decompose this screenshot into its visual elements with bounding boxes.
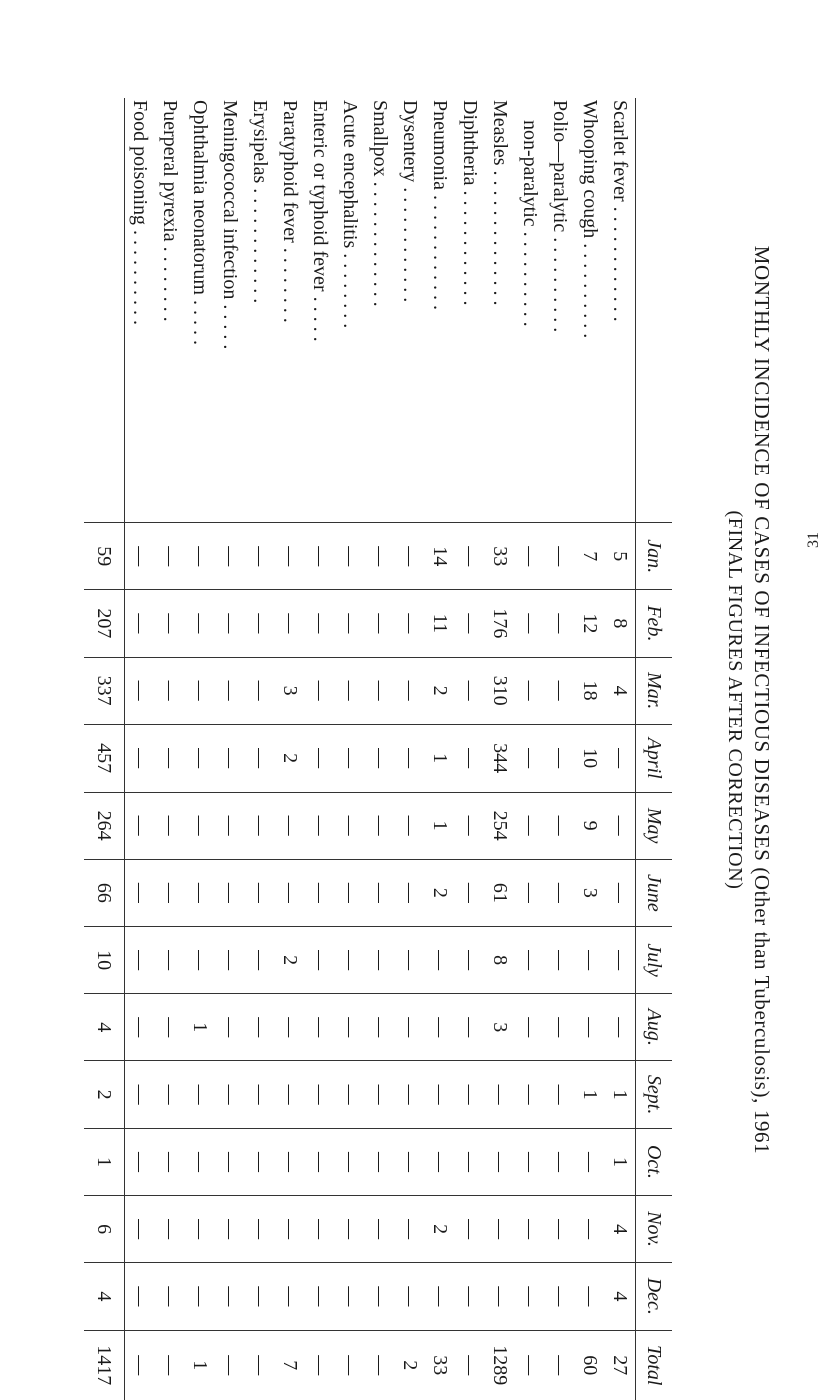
value-cell: —	[365, 994, 395, 1061]
table-row	[335, 98, 365, 1400]
disease-name: Erysipelas . . . . . . . . . . . .	[245, 98, 275, 523]
value-cell: —	[125, 994, 156, 1061]
value-cell: —	[155, 1263, 185, 1330]
value-cell: —	[305, 927, 335, 994]
row-total-cell: —	[159, 1355, 182, 1376]
table-row	[425, 98, 455, 1400]
total-cell: 59	[84, 523, 125, 590]
value-cell: —	[215, 859, 245, 926]
table-row	[605, 98, 636, 1400]
value-cell: —	[545, 1195, 575, 1262]
value-cell: —	[455, 792, 485, 859]
total-cell: 337	[84, 657, 125, 724]
value-cell: —	[455, 724, 485, 792]
value-cell: —	[485, 1128, 515, 1195]
value-cell: —	[455, 1128, 485, 1195]
disease-name: Ophthalmia neonatorum . . . . .	[185, 98, 215, 523]
value-cell: —	[185, 1195, 215, 1262]
row-total-cell: 1289	[489, 1345, 512, 1386]
value-cell: —	[155, 590, 185, 657]
value-cell: —	[125, 927, 156, 994]
value-cell: —	[185, 657, 215, 724]
value-cell: —	[335, 859, 365, 926]
value-cell: —	[305, 1263, 335, 1330]
value-cell: —	[515, 994, 545, 1061]
value-cell: —	[305, 1195, 335, 1262]
disease-column-header	[636, 98, 673, 523]
col-header-sept: Sept.	[636, 1061, 673, 1129]
col-header-total: Total	[636, 1330, 673, 1400]
totals-row	[84, 98, 125, 1400]
row-total-cell: —	[249, 1355, 272, 1376]
value-cell: —	[245, 657, 275, 724]
value-cell: —	[215, 724, 245, 792]
value-cell: 33	[485, 523, 515, 590]
value-cell: 61	[485, 859, 515, 926]
value-cell: —	[395, 1128, 425, 1195]
value-cell: —	[545, 994, 575, 1061]
value-cell: —	[215, 927, 245, 994]
value-cell: —	[335, 590, 365, 657]
value-cell: —	[275, 859, 305, 926]
value-cell: —	[365, 724, 395, 792]
value-cell: —	[545, 590, 575, 657]
value-cell: —	[125, 792, 156, 859]
row-total-cell: —	[339, 1355, 362, 1376]
value-cell: 254	[485, 792, 515, 859]
total-cell: 264	[84, 792, 125, 859]
disease-name: Paratyphoid fever . . . . . . . .	[275, 98, 305, 523]
table-row	[275, 98, 305, 1400]
value-cell: —	[155, 1128, 185, 1195]
col-header-june: June	[636, 859, 673, 926]
value-cell: —	[455, 994, 485, 1061]
value-cell: —	[305, 724, 335, 792]
value-cell: —	[215, 1061, 245, 1129]
col-header-feb: Feb.	[636, 590, 673, 657]
value-cell: —	[215, 792, 245, 859]
value-cell: —	[545, 657, 575, 724]
value-cell: —	[185, 792, 215, 859]
value-cell: —	[125, 590, 156, 657]
value-cell: —	[335, 927, 365, 994]
value-cell: —	[485, 1061, 515, 1129]
table-body	[125, 98, 636, 1400]
value-cell: —	[245, 590, 275, 657]
table-row	[155, 98, 185, 1400]
row-total-cell: —	[369, 1355, 392, 1376]
value-cell: —	[515, 792, 545, 859]
value-cell: —	[215, 1128, 245, 1195]
table-title: MONTHLY INCIDENCE OF CASES OF INFECTIOUS DISEASES (Other than Tuberculosis), 1961	[750, 245, 774, 1155]
value-cell: 2	[425, 657, 455, 724]
value-cell: —	[155, 792, 185, 859]
value-cell: —	[305, 523, 335, 590]
value-cell: —	[485, 1195, 515, 1262]
value-cell: 4	[605, 1263, 636, 1330]
value-cell: —	[605, 994, 636, 1061]
value-cell: —	[275, 792, 305, 859]
col-header-dec: Dec.	[636, 1263, 673, 1330]
value-cell: —	[365, 1061, 395, 1129]
value-cell: —	[545, 1128, 575, 1195]
value-cell: —	[575, 1128, 605, 1195]
total-cell: 4	[84, 1263, 125, 1330]
value-cell: —	[125, 657, 156, 724]
value-cell: —	[245, 994, 275, 1061]
value-cell: 18	[575, 657, 605, 724]
value-cell: —	[245, 1061, 275, 1129]
value-cell: 7	[575, 523, 605, 590]
value-cell: —	[365, 1263, 395, 1330]
value-cell: 1	[185, 994, 215, 1061]
table-row	[485, 98, 515, 1400]
value-cell: —	[125, 1195, 156, 1262]
table-row	[185, 98, 215, 1400]
table-row	[515, 98, 545, 1400]
value-cell: 2	[425, 859, 455, 926]
value-cell: —	[245, 927, 275, 994]
value-cell: —	[545, 792, 575, 859]
value-cell: 310	[485, 657, 515, 724]
col-header-nov: Nov.	[636, 1195, 673, 1262]
value-cell: —	[425, 927, 455, 994]
value-cell: —	[455, 590, 485, 657]
value-cell: —	[545, 859, 575, 926]
value-cell: 1	[605, 1128, 636, 1195]
value-cell: —	[185, 1128, 215, 1195]
value-cell: —	[155, 859, 185, 926]
value-cell: 2	[425, 1195, 455, 1262]
value-cell: —	[305, 859, 335, 926]
value-cell: —	[575, 1195, 605, 1262]
value-cell: —	[515, 1128, 545, 1195]
table-row	[305, 98, 335, 1400]
value-cell: —	[455, 1061, 485, 1129]
value-cell: 11	[425, 590, 455, 657]
col-header-aug: Aug.	[636, 994, 673, 1061]
disease-name: Measles . . . . . . . . . . . . . .	[485, 98, 515, 523]
value-cell: —	[365, 1195, 395, 1262]
total-cell: 1	[84, 1128, 125, 1195]
value-cell: —	[155, 657, 185, 724]
value-cell: 3	[575, 859, 605, 926]
value-cell: —	[245, 1128, 275, 1195]
value-cell: —	[395, 1195, 425, 1262]
total-cell: 2	[84, 1061, 125, 1129]
value-cell: —	[515, 1061, 545, 1129]
disease-name: Scarlet fever . . . . . . . . . . . .	[605, 98, 636, 523]
row-total-cell: 60	[579, 1355, 602, 1376]
table-row	[365, 98, 395, 1400]
value-cell: —	[575, 927, 605, 994]
table-row	[575, 98, 605, 1400]
value-cell: 8	[605, 590, 636, 657]
value-cell: —	[335, 792, 365, 859]
value-cell: —	[215, 994, 245, 1061]
value-cell: —	[365, 657, 395, 724]
value-cell: —	[515, 523, 545, 590]
value-cell: —	[455, 1263, 485, 1330]
value-cell: —	[365, 792, 395, 859]
row-total-cell: —	[549, 1355, 572, 1376]
value-cell: —	[245, 523, 275, 590]
value-cell: —	[155, 994, 185, 1061]
value-cell: —	[335, 523, 365, 590]
value-cell: —	[215, 590, 245, 657]
value-cell: —	[125, 523, 156, 590]
value-cell: —	[245, 1263, 275, 1330]
value-cell: —	[425, 994, 455, 1061]
row-total-cell: —	[219, 1355, 242, 1376]
value-cell: —	[305, 590, 335, 657]
value-cell: —	[125, 724, 156, 792]
disease-name: Smallpox . . . . . . . . . . . . .	[365, 98, 395, 523]
value-cell: 1	[425, 724, 455, 792]
value-cell: —	[605, 927, 636, 994]
value-cell: —	[605, 859, 636, 926]
value-cell: —	[455, 523, 485, 590]
value-cell: —	[395, 927, 425, 994]
value-cell: 1	[425, 792, 455, 859]
value-cell: 4	[605, 657, 636, 724]
disease-name: Whooping cough . . . . . . . . . .	[575, 98, 605, 523]
value-cell: —	[155, 927, 185, 994]
value-cell: —	[365, 1128, 395, 1195]
value-cell: 3	[275, 657, 305, 724]
value-cell: —	[395, 590, 425, 657]
disease-name: Puerperal pyrexia . . . . . . . .	[155, 98, 185, 523]
disease-name: Dysentery . . . . . . . . . . . .	[395, 98, 425, 523]
value-cell: —	[575, 994, 605, 1061]
value-cell: —	[185, 523, 215, 590]
value-cell: —	[335, 1128, 365, 1195]
row-total-cell: 2	[399, 1360, 422, 1371]
row-total-cell: 1	[189, 1360, 212, 1371]
row-total-cell: —	[129, 1355, 152, 1376]
col-header-may: May	[636, 792, 673, 859]
value-cell: —	[155, 523, 185, 590]
value-cell: 344	[485, 724, 515, 792]
col-header-july: July	[636, 927, 673, 994]
row-total-cell: 7	[279, 1360, 302, 1371]
disease-name: Pneumonia . . . . . . . . . . . .	[425, 98, 455, 523]
value-cell: —	[215, 1195, 245, 1262]
value-cell: —	[335, 1263, 365, 1330]
value-cell: —	[305, 994, 335, 1061]
disease-name: Acute encephalitis . . . . . . . .	[335, 98, 365, 523]
total-cell: 10	[84, 927, 125, 994]
value-cell: —	[335, 657, 365, 724]
total-cell: 207	[84, 590, 125, 657]
value-cell: —	[545, 927, 575, 994]
disease-name: Meningococcal infection . . . . .	[215, 98, 245, 523]
disease-name: Diphtheria . . . . . . . . . . . .	[455, 98, 485, 523]
value-cell: —	[305, 792, 335, 859]
header-row	[636, 98, 673, 1400]
value-cell: —	[395, 994, 425, 1061]
row-total-cell: 27	[609, 1355, 632, 1376]
value-cell: 8	[485, 927, 515, 994]
value-cell: —	[425, 1061, 455, 1129]
value-cell: —	[155, 1195, 185, 1262]
table-row	[395, 98, 425, 1400]
value-cell: —	[185, 724, 215, 792]
total-cell: 66	[84, 859, 125, 926]
value-cell: —	[125, 859, 156, 926]
value-cell: —	[335, 1195, 365, 1262]
value-cell: —	[455, 859, 485, 926]
value-cell: 1	[575, 1061, 605, 1129]
value-cell: —	[245, 859, 275, 926]
value-cell: 5	[605, 523, 636, 590]
value-cell: —	[185, 1263, 215, 1330]
value-cell: —	[395, 792, 425, 859]
value-cell: —	[575, 1263, 605, 1330]
value-cell: —	[515, 1195, 545, 1262]
value-cell: —	[245, 1195, 275, 1262]
value-cell: —	[425, 1263, 455, 1330]
value-cell: 3	[485, 994, 515, 1061]
value-cell: 12	[575, 590, 605, 657]
value-cell: 176	[485, 590, 515, 657]
value-cell: 10	[575, 724, 605, 792]
value-cell: —	[275, 590, 305, 657]
total-cell: 4	[84, 994, 125, 1061]
value-cell: —	[515, 590, 545, 657]
value-cell: —	[185, 859, 215, 926]
disease-name: non-paralytic . . . . . . . . . .	[515, 98, 545, 523]
value-cell: 14	[425, 523, 455, 590]
value-cell: 4	[605, 1195, 636, 1262]
value-cell: —	[365, 927, 395, 994]
value-cell: —	[305, 657, 335, 724]
value-cell: —	[335, 994, 365, 1061]
value-cell: —	[185, 927, 215, 994]
total-cell: 6	[84, 1195, 125, 1262]
disease-name: Food poisoning . . . . . . . . . .	[125, 98, 156, 523]
total-cell: 457	[84, 724, 125, 792]
value-cell: —	[455, 1195, 485, 1262]
value-cell: —	[275, 1128, 305, 1195]
table-row	[215, 98, 245, 1400]
table-row	[125, 98, 156, 1400]
value-cell: —	[305, 1061, 335, 1129]
value-cell: —	[515, 859, 545, 926]
value-cell: —	[605, 724, 636, 792]
value-cell: 2	[275, 724, 305, 792]
value-cell: —	[455, 657, 485, 724]
value-cell: —	[545, 1061, 575, 1129]
col-header-mar: Mar.	[636, 657, 673, 724]
value-cell: 1	[605, 1061, 636, 1129]
value-cell: —	[545, 1263, 575, 1330]
table-subtitle: (FINAL FIGURES AFTER CORRECTION)	[724, 510, 746, 890]
value-cell: —	[455, 927, 485, 994]
value-cell: —	[545, 724, 575, 792]
value-cell: —	[515, 1263, 545, 1330]
value-cell: —	[605, 792, 636, 859]
value-cell: —	[215, 1263, 245, 1330]
value-cell: —	[215, 523, 245, 590]
value-cell: —	[365, 859, 395, 926]
row-total-cell: 33	[429, 1355, 452, 1376]
col-header-april: April	[636, 724, 673, 792]
value-cell: —	[185, 1061, 215, 1129]
value-cell: 2	[275, 927, 305, 994]
value-cell: —	[425, 1128, 455, 1195]
value-cell: —	[335, 1061, 365, 1129]
value-cell: —	[125, 1263, 156, 1330]
value-cell: —	[365, 590, 395, 657]
disease-name: Polio—paralytic . . . . . . . . . .	[545, 98, 575, 523]
value-cell: —	[155, 1061, 185, 1129]
value-cell: —	[305, 1128, 335, 1195]
col-header-oct: Oct.	[636, 1128, 673, 1195]
value-cell: —	[515, 927, 545, 994]
value-cell: —	[395, 859, 425, 926]
grand-total-cell: 1417	[84, 1330, 125, 1400]
value-cell: —	[395, 1263, 425, 1330]
page-number: 31	[805, 532, 822, 548]
value-cell: —	[245, 792, 275, 859]
value-cell: —	[515, 724, 545, 792]
value-cell: —	[395, 724, 425, 792]
value-cell: —	[335, 724, 365, 792]
table-row	[545, 98, 575, 1400]
value-cell: —	[125, 1128, 156, 1195]
value-cell: —	[515, 657, 545, 724]
value-cell: —	[215, 657, 245, 724]
value-cell: —	[275, 1061, 305, 1129]
value-cell: —	[275, 1195, 305, 1262]
value-cell: —	[275, 523, 305, 590]
row-total-cell: —	[459, 1355, 482, 1376]
value-cell: —	[125, 1061, 156, 1129]
totals-label-cell	[84, 98, 125, 523]
value-cell: —	[395, 657, 425, 724]
value-cell: —	[395, 523, 425, 590]
value-cell: —	[275, 994, 305, 1061]
value-cell: —	[365, 523, 395, 590]
value-cell: —	[545, 523, 575, 590]
value-cell: —	[485, 1263, 515, 1330]
row-total-cell: —	[519, 1355, 542, 1376]
table-row	[245, 98, 275, 1400]
value-cell: 9	[575, 792, 605, 859]
value-cell: —	[185, 590, 215, 657]
value-cell: —	[275, 1263, 305, 1330]
col-header-jan: Jan.	[636, 523, 673, 590]
disease-name: Enteric or typhoid fever . . . . .	[305, 98, 335, 523]
value-cell: —	[395, 1061, 425, 1129]
row-total-cell: —	[309, 1355, 332, 1376]
incidence-table	[84, 98, 672, 1400]
value-cell: —	[245, 724, 275, 792]
table-row	[455, 98, 485, 1400]
value-cell: —	[155, 724, 185, 792]
